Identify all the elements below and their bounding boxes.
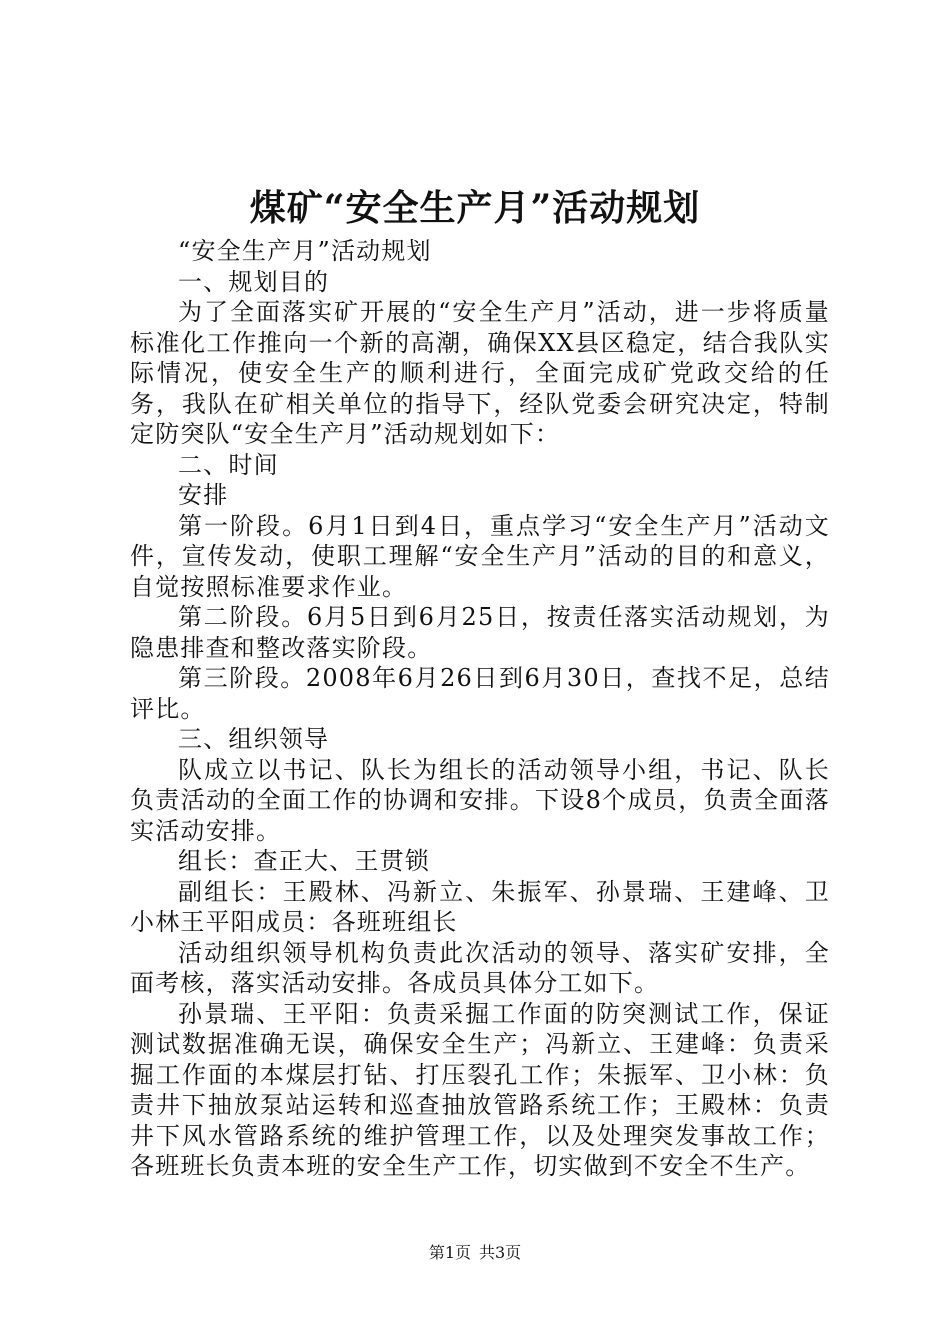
- stage-three-paragraph: 第三阶段。2008年6月26日到6月30日，查找不足，总结评比。: [130, 664, 830, 723]
- page-footer: [0, 1242, 950, 1264]
- division-of-labor-paragraph: 孙景瑞、王平阳：负责采掘工作面的防突测试工作，保证测试数据准确无误，确保安全生产；冯新立、王建峰：负责采掘工作面的本煤层打钻、打压裂孔工作；朱振军、卫小林：负责井下抽放泵站运转和巡查抽放管路系统工作；王殿林：负责井下风水管路系统的维护管理工作，以及处理突发事故工作；各班班长负责本班的安全生产工作，切实做到不安全不生产。: [130, 999, 830, 1180]
- deputy-leader-paragraph: 副组长：王殿林、冯新立、朱振军、孙景瑞、王建峰、卫小林王平阳成员：各班班组长: [130, 877, 830, 936]
- responsibility-paragraph: 活动组织领导机构负责此次活动的领导、落实矿安排，全面考核，落实活动安排。各成员具体分工如下。: [130, 938, 830, 997]
- page-total: 共3页: [479, 1243, 522, 1262]
- section-heading-purpose: 一、规划目的: [178, 267, 330, 296]
- document-body: [130, 236, 830, 1182]
- time-arrangement-label: 安排: [178, 481, 229, 509]
- subtitle-paragraph: “安全生产月”活动规划: [178, 237, 432, 265]
- section-heading-time: 二、时间: [178, 450, 279, 479]
- section-heading-organization: 三、组织领导: [178, 725, 330, 753]
- purpose-paragraph: 为了全面落实矿开展的“安全生产月”活动，进一步将质量标准化工作推向一个新的高潮，确保XX县区稳定，结合我队实际情况，使安全生产的顺利进行，全面完成矿党政交给的任务，我队在矿相关单位的指导下，经队党委会研究决定，特制定防突队“安全生产月”活动规划如下：: [130, 298, 830, 448]
- document-title: 煤矿“安全生产月”活动规划: [249, 187, 701, 229]
- stage-two-paragraph: 第二阶段。6月5日到6月25日，按责任落实活动规划，为隐患排查和整改落实阶段。: [130, 603, 830, 662]
- organization-paragraph: 队成立以书记、队长为组长的活动领导小组，书记、队长负责活动的全面工作的协调和安排。下设8个成员，负责全面落实活动安排。: [130, 755, 830, 845]
- page-number: 第1页: [428, 1243, 471, 1262]
- stage-one-paragraph: 第一阶段。6月1日到4日，重点学习“安全生产月”活动文件，宣传发动，使职工理解“安全生产月”活动的目的和意义，自觉按照标准要求作业。: [130, 511, 830, 601]
- leader-paragraph: 组长：查正大、王贯锁: [178, 847, 430, 875]
